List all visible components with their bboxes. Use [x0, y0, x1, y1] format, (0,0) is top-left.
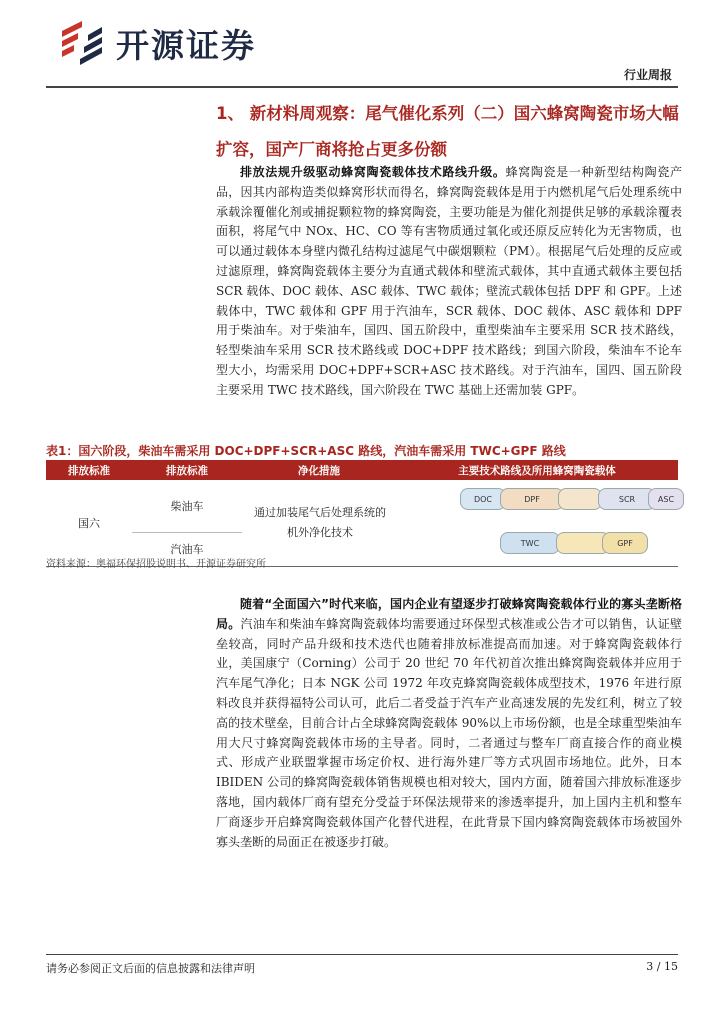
paragraph-1-lead: 排放法规升级驱动蜂窝陶瓷载体技术路线升级。 [240, 165, 506, 179]
page-number: 3 / 15 [646, 960, 678, 973]
paragraph-1 [216, 163, 682, 401]
logo-mark-icon [58, 21, 108, 65]
paragraph-2-lead: 随着“全面国六”时代来临，国内企业有望逐步打破蜂窝陶瓷载体行业的寡头垄断格局。 [216, 597, 682, 631]
dpf-cylinder: DPF [500, 488, 564, 510]
table-source: 资料来源：奥福环保招股说明书、开源证券研究所 [46, 559, 266, 570]
paragraph-2-body: 汽油车和柴油车蜂窝陶瓷载体均需要通过环保型式核准或公告才可以销售，认证壁垒较高，同时产品升级和技术迭代也随着排放标准提高而加速。对于蜂窝陶瓷载体行业，美国康宁（Corning）公司于 20 世纪 70 年代初首次推出蜂窝陶瓷载体并应用于汽车尾气净化；日本 NGK 公司 1972 年攻克蜂窝陶瓷载体成型技术，1976 年进行原料改良并获得福特公司认可，此后二者受益于汽车产业高速发展的先发红利，树立了较高的技术壁垒，目前合计占全球蜂窝陶瓷载体 90%以上市场份额，也是全球重型柴油车用大尺寸蜂窝陶瓷载体市场的主导者。同时，二者通过与整车厂商直接合作的商业模式、形成产业联盟掌握市场定价权、进行海外建厂等方式巩固市场地位。此外，日本 IBIDEN 公司的蜂窝陶瓷载体销售规模也相对较大，国内方面，随着国六排放标准逐步落地，国内载体厂商有望充分受益于环保法规带来的渗透率提升，加上国内主机和整车厂商逐步开启蜂窝陶瓷载体国产化替代进程，在此背景下国内蜂窝陶瓷载体市场被国外寡头垄断的局面正在被逐步打破。 [216, 616, 682, 849]
cell-measure: 通过加装尾气后处理系统的机外净化技术 [254, 506, 386, 539]
paragraph-2 [216, 595, 682, 852]
route-table [46, 460, 678, 567]
twc-cylinder: TWC [500, 532, 560, 554]
header-measure: 净化措施 [298, 464, 340, 477]
footer-disclaimer: 请务必参阅正文后面的信息披露和法律声明 [46, 962, 255, 975]
section-title: 1、 新材料周观察：尾气催化系列（二）国六蜂窝陶瓷市场大幅扩容，国产厂商将抢占更多份额 [216, 104, 679, 159]
table-body [46, 480, 678, 566]
company-logo [58, 20, 256, 66]
paragraph-1-body: 蜂窝陶瓷是一种新型结构陶瓷产品，因其内部构造类似蜂窝形状而得名，蜂窝陶瓷载体是用于内燃机尾气后处理系统中承载涂覆催化剂或捕捉颗粒物的蜂窝陶瓷，主要功能是为催化剂提供足够的承载涂覆表面积，将尾气中 NOx、HC、CO 等有害物质通过氧化或还原反应转化为无害物质，也可以通过载体本身壁内微孔结构过滤尾气中碳烟颗粒（PM）。根据尾气后处理的反应或过滤原理，蜂窝陶瓷载体主要分为直通式载体和壁流式载体，其中直通式载体主要包括 SCR 载体、DOC 载体、ASC 载体、TWC 载体；壁流式载体包括 DPF 和 GPF。上述载体中，TWC 载体和 GPF 用于汽油车，SCR 载体、DOC 载体、ASC 载体和 DPF 用于柴油车。对于柴油车，国四、国五阶段中，重型柴油车主要采用 SCR 技术路线，轻型柴油车采用 SCR 技术路线或 DOC+DPF 技术路线；到国六阶段，柴油车不论车型大小，均需采用 DOC+DPF+SCR+ASC 技术路线。对于汽油车，国四、国五阶段主要采用 TWC 技术路线，国六阶段在 TWC 基础上还需加装 GPF。 [216, 165, 682, 397]
report-type-label: 行业周报 [623, 68, 672, 82]
table-caption: 表1：国六阶段，柴油车需采用 DOC+DPF+SCR+ASC 路线，汽油车需采用 TWC+GPF 路线 [46, 444, 566, 458]
tube-connector [558, 488, 602, 510]
cell-standard: 国六 [78, 517, 100, 530]
header-route: 主要技术路线及所用蜂窝陶瓷载体 [458, 464, 616, 477]
footer-divider [46, 954, 678, 955]
gpf-cylinder: GPF [602, 532, 648, 554]
header-vehicle: 排放标准 [166, 464, 208, 477]
asc-cylinder: ASC [648, 488, 684, 510]
header-standard: 排放标准 [68, 464, 110, 477]
doc-cylinder: DOC [460, 488, 506, 510]
company-name: 开源证券 [116, 25, 256, 65]
cell-gasoline-vehicle: 汽油车 [170, 543, 204, 556]
scr-cylinder: SCR [598, 488, 656, 510]
table-header-row [46, 460, 678, 480]
cell-diesel-vehicle: 柴油车 [170, 500, 204, 513]
header-divider [46, 86, 678, 88]
